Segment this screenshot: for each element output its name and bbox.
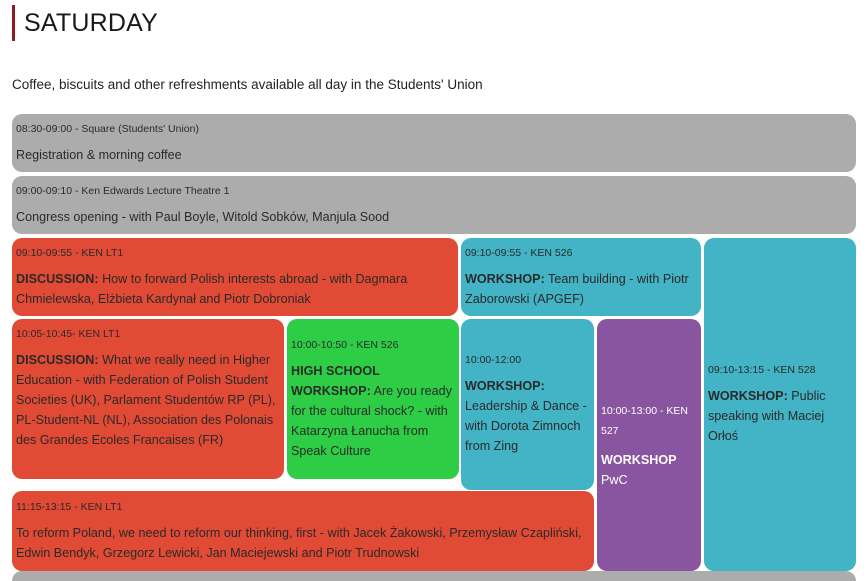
session-time-location: 09:10-13:15 - KEN 528 (708, 364, 816, 376)
session-kind: WORKSHOP (601, 452, 677, 467)
session-high-school-workshop[interactable] (287, 319, 459, 479)
session-description: Are you ready for the cultural shock? - with Katarzyna Łanucha from Speak Culture (291, 383, 452, 458)
session-kind: WORKSHOP: (465, 379, 545, 393)
session-description: Team building - with Piotr Zaborowski (APGEF) (465, 272, 689, 306)
session-title: Registration & morning coffee (16, 148, 182, 162)
session-title (465, 376, 590, 456)
session-time-location: 11:15-13:15 - KEN LT1 (16, 501, 123, 513)
session-title (16, 350, 280, 450)
session-time-location: 10:00-12:00 (465, 354, 522, 366)
session-workshop-public-speaking[interactable] (704, 238, 856, 571)
session-time-location: 09:10-09:55 - KEN 526 (465, 247, 573, 259)
next-session-edge (12, 571, 856, 581)
session-reform-poland[interactable] (12, 491, 594, 571)
session-workshop-pwc[interactable] (597, 319, 701, 571)
session-kind: WORKSHOP: (465, 272, 545, 286)
session-time-location: 10:05-10:45- KEN LT1 (16, 328, 121, 340)
session-time-location: 10:00-10:50 - KEN 526 (291, 338, 399, 351)
session-description: PwC (601, 472, 628, 487)
session-kind: DISCUSSION: (16, 272, 99, 286)
session-title (16, 269, 454, 309)
session-kind: WORKSHOP: (708, 389, 788, 403)
day-title: SATURDAY (12, 5, 158, 41)
session-time-location: 08:30-09:00 - Square (Students' Union) (16, 123, 199, 135)
session-title: To reform Poland, we need to reform our thinking, first - with Jacek Żakowski, Przemysław Czapliński, Edwin Bendyk, Grzegorz Lewicki, Jan Maciejewski and Piotr Trudnowski (16, 526, 582, 560)
session-discussion-higher-education[interactable] (12, 319, 284, 479)
session-kind: DISCUSSION: (16, 353, 99, 367)
session-title: Congress opening - with Paul Boyle, Witold Sobków, Manjula Sood (16, 210, 390, 224)
session-registration[interactable] (12, 114, 856, 172)
session-time-location: 09:10-09:55 - KEN LT1 (16, 247, 124, 259)
session-opening[interactable] (12, 176, 856, 234)
session-title (708, 386, 852, 446)
session-description: Public speaking with Maciej Orłoś (708, 389, 826, 443)
refreshments-note: Coffee, biscuits and other refreshments available all day in the Students' Union (12, 77, 483, 92)
session-time-location: 09:00-09:10 - Ken Edwards Lecture Theatre 1 (16, 185, 230, 197)
session-description: How to forward Polish interests abroad - with Dagmara Chmielewska, Elżbieta Kardynał and Piotr Dobroniak (16, 272, 408, 306)
session-discussion-polish-interests[interactable] (12, 238, 458, 316)
session-title (465, 269, 697, 309)
session-title (601, 450, 697, 490)
session-kind: HIGH SCHOOL WORKSHOP: (291, 363, 380, 398)
session-workshop-team-building[interactable] (461, 238, 701, 316)
session-time-location: 10:00-13:00 - KEN 527 (601, 404, 688, 437)
session-description: What we really need in Higher Education - with Federation of Polish Student Societies (UK), Parlament Studentów RP (PL), PL-Student-NL (NL), Association des Polonais des Grandes Ecoles Francaises (FR) (16, 353, 276, 447)
session-title (291, 361, 455, 461)
session-workshop-leadership-dance[interactable] (461, 319, 594, 490)
session-description: Leadership & Dance - with Dorota Zimnoch from Zing (465, 399, 587, 453)
